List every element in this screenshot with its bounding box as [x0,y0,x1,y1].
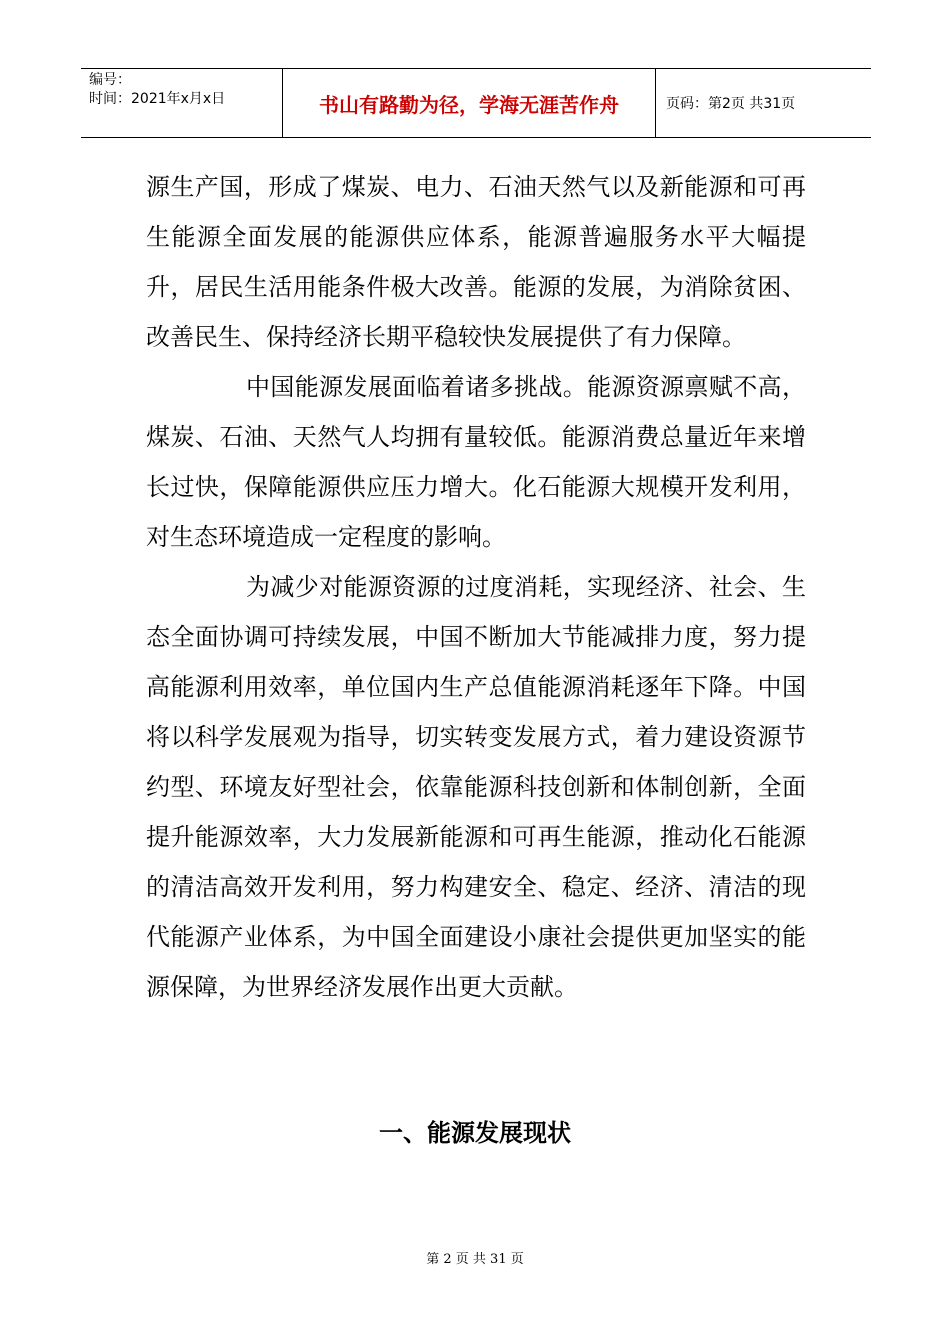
header-page-info: 页码：第2页 共31页 [666,96,796,112]
document-number-label: 编号： [89,72,131,88]
document-header [81,68,871,138]
page-footer: 第 2 页 共 31 页 [426,1252,524,1267]
paragraph: 中国能源发展面临着诸多挑战。能源资源禀赋不高，煤炭、石油、天然气人均拥有量较低。能源消费总量近年来增长过快，保障能源供应压力增大。化石能源大规模开发利用，对生态环境造成一定程度的影响。 [146,373,806,551]
header-meta [81,69,283,137]
paragraph: 源生产国，形成了煤炭、电力、石油天然气以及新能源和可再生能源全面发展的能源供应体系，能源普遍服务水平大幅提升，居民生活用能条件极大改善。能源的发展，为消除贫困、改善民生、保持经济长期平稳较快发展提供了有力保障。 [146,173,806,351]
paragraph: 为减少对能源资源的过度消耗，实现经济、社会、生态全面协调可持续发展，中国不断加大节能减排力度，努力提高能源利用效率，单位国内生产总值能源消耗逐年下降。中国将以科学发展观为指导，切实转变发展方式，着力建设资源节约型、环境友好型社会，依靠能源科技创新和体制创新，全面提升能源效率，大力发展新能源和可再生能源，推动化石能源的清洁高效开发利用，努力构建安全、稳定、经济、清洁的现代能源产业体系，为中国全面建设小康社会提供更加坚实的能源保障，为世界经济发展作出更大贡献。 [146,573,806,1001]
document-date-label: 时间：2021年x月x日 [89,91,226,107]
section-heading: 一、能源发展现状 [379,1119,571,1147]
header-motto: 书山有路勤为径，学海无涯苦作舟 [283,69,656,137]
document-body [146,162,806,1012]
